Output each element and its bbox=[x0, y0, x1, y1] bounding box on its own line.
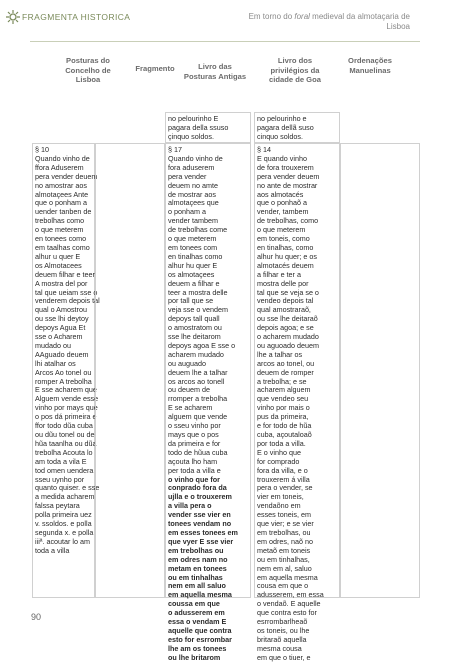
text-line: deuem a filhar e bbox=[168, 278, 220, 288]
text-line: veja sse o vendem bbox=[168, 305, 228, 315]
text-line: o vendaõ. E aquelle bbox=[257, 599, 321, 609]
text-line: lhi atalhar os bbox=[35, 358, 76, 368]
text-line: açouta lho ham bbox=[168, 456, 218, 466]
text-line: Alguem vende esse bbox=[35, 394, 99, 404]
text-line: os toneis, ou lhe bbox=[257, 625, 310, 635]
text-line: vier em toneis, bbox=[257, 492, 304, 502]
text-line: essa o vendam E bbox=[168, 617, 227, 627]
text-line: tal que ueiam sse o bbox=[35, 287, 98, 297]
text-line: alhur u quer E bbox=[35, 251, 81, 261]
text-line: rromper a trebolha bbox=[168, 394, 228, 404]
text-line: de mostrar aos bbox=[168, 189, 216, 199]
text-line: depoys agoa E sse o bbox=[168, 340, 236, 350]
text-line: ou sse lhe deitaraõ bbox=[257, 314, 318, 324]
brand-name: FRAGMENTA HISTORICA bbox=[22, 12, 131, 22]
text-line: uender tanben de bbox=[35, 207, 92, 217]
text-line: cinquo soldos. bbox=[257, 131, 303, 141]
text-line: a villa pera o bbox=[168, 501, 212, 511]
text-line: for comprado bbox=[257, 456, 300, 466]
text-line: aquelle que contra bbox=[168, 625, 232, 635]
text-line: lhe am os tonees bbox=[168, 643, 227, 653]
text-line: E se acharem bbox=[168, 403, 213, 413]
text-line: mostra delle por bbox=[257, 278, 309, 288]
text-line: ou sse lhi deytoy bbox=[35, 314, 89, 324]
text-line: em odres, naõ no bbox=[257, 536, 313, 546]
text-line: depoys Agua Et bbox=[35, 323, 86, 333]
column-headers bbox=[0, 56, 450, 94]
text-line: vender, tambem bbox=[257, 207, 309, 217]
text-line: pera o vender, se bbox=[257, 483, 313, 493]
text-line: de trebolhas come bbox=[168, 225, 228, 235]
text-line: o pos dá primeira e bbox=[35, 412, 97, 422]
text-line: o que meterem bbox=[168, 234, 217, 244]
text-line: en tonees como bbox=[35, 234, 87, 244]
text-line: nem em al, saluo bbox=[257, 563, 312, 573]
text-line: os almotaçees bbox=[168, 269, 215, 279]
text-line: adusserem, em essa bbox=[257, 590, 324, 600]
text-line: Quando vinho de bbox=[35, 153, 90, 163]
text-line: o ponham a bbox=[168, 207, 206, 217]
text-line: no pelourinho E bbox=[168, 114, 219, 123]
text-line: ou em tinhalhas, bbox=[257, 554, 310, 564]
text-line: cousa em que o bbox=[257, 581, 309, 591]
text-line: o que meterem bbox=[257, 225, 306, 235]
text-line: que contra esto for bbox=[257, 608, 317, 618]
text-line: ou deuem de bbox=[168, 385, 210, 395]
column-header-line: cidade de Goa bbox=[269, 75, 321, 84]
text-line: em que o tiuer, e bbox=[257, 652, 311, 662]
text-line: o adusserem em bbox=[168, 608, 225, 618]
cell-fragmento bbox=[95, 143, 165, 598]
text-line: § 14 bbox=[257, 145, 271, 154]
text-line: vinho por mays que bbox=[35, 403, 98, 413]
text-line: o amostratom ou bbox=[168, 323, 222, 333]
text-line: ou auguado bbox=[168, 358, 206, 368]
cell-top-posturas-antigas bbox=[165, 112, 251, 143]
text-line: que vyer E sse vier bbox=[168, 536, 234, 546]
text-line: acharem alguem bbox=[257, 385, 311, 395]
text-line: ou aguoado deuem bbox=[257, 340, 319, 350]
text-line: que vier; e se vier bbox=[257, 519, 314, 529]
text-line: vender tambem bbox=[168, 216, 218, 226]
text-line: fora da villa, e o bbox=[257, 465, 308, 475]
text-line: acharem mudado bbox=[168, 349, 224, 359]
text-line: os arcos ao tonell bbox=[168, 376, 225, 386]
text-line: que vendeo seu bbox=[257, 394, 309, 404]
text-line: qual o Amostrou bbox=[35, 305, 87, 315]
text-line: romper A trebolha bbox=[35, 376, 92, 386]
column-header-ordenacoes bbox=[330, 56, 410, 75]
text-line: trebolhas como bbox=[35, 216, 85, 226]
text-line: o vinho que for bbox=[168, 474, 220, 484]
text-line: quanto quiser. e sse bbox=[35, 483, 100, 493]
text-line: falssa peytara bbox=[35, 501, 80, 511]
text-line: a filhar e ter a bbox=[257, 269, 301, 279]
text-line: mesma cousa bbox=[257, 643, 302, 653]
text-line: deuem lhe a talhar bbox=[168, 367, 228, 377]
text-line: no amostrar aos bbox=[35, 180, 87, 190]
text-line: em aquella mesma bbox=[168, 590, 232, 600]
text-line: depois agoa; e se bbox=[257, 323, 314, 333]
text-line: ujlla e o trouxerem bbox=[168, 492, 232, 502]
text-line: pagara della ssuso bbox=[168, 122, 229, 132]
text-line: coussa em que bbox=[168, 599, 220, 609]
text-line: alhur hu quer E bbox=[168, 260, 218, 270]
text-line: vender sse vier en bbox=[168, 510, 231, 520]
text-line: qual amostraraõ, bbox=[257, 305, 311, 315]
text-line: fora aduserem bbox=[168, 162, 215, 172]
text-line: polla primeira uez bbox=[35, 510, 92, 520]
text-line: almotacés deuem bbox=[257, 260, 314, 270]
text-line: A mostra del por bbox=[35, 278, 88, 288]
text-line: tod omen uendera bbox=[35, 465, 94, 475]
text-line: segunda x. e polla bbox=[35, 527, 94, 537]
text-line: ou lhe britarom bbox=[168, 652, 221, 662]
text-line: E sse acharem que bbox=[35, 385, 97, 395]
cell-ordenacoes bbox=[340, 143, 420, 598]
text-line: çinquo soldos. bbox=[168, 131, 214, 141]
text-line: o sseu vinho por bbox=[168, 421, 221, 431]
text-line: o que meterem bbox=[35, 225, 84, 235]
text-line: cuba, açoutaloaõ bbox=[257, 430, 312, 439]
text-line: esrrombarlheaõ bbox=[257, 617, 308, 627]
column-header-line: Posturas do bbox=[66, 56, 110, 65]
text-line: tonees vendam no bbox=[168, 519, 232, 529]
text-line: e for todo de hũa bbox=[257, 421, 312, 431]
text-line: no pelourinho e bbox=[257, 114, 307, 123]
text-line: tal que se veja se o bbox=[257, 287, 319, 297]
brand-logo-icon bbox=[6, 10, 20, 24]
text-line: deuem de romper bbox=[257, 367, 314, 377]
text-line: aos almotacés bbox=[257, 189, 304, 199]
text-line: almotaçees que bbox=[168, 198, 219, 208]
text-line: que o ponham a bbox=[35, 198, 87, 208]
text-line: nem em all saluo bbox=[168, 581, 226, 591]
cell-top-goa bbox=[254, 112, 340, 143]
text-line: em taalhas como bbox=[35, 242, 90, 252]
text-line: teer a mostra delle bbox=[168, 287, 228, 297]
text-line: pera vender deuem bbox=[35, 171, 98, 181]
text-line: mudado ou bbox=[35, 340, 71, 350]
text-line: almotaçees Ante bbox=[35, 189, 89, 199]
text-line: § 17 bbox=[168, 145, 182, 154]
text-line: arcos ao tonel, ou bbox=[257, 358, 315, 368]
cell-posturas-antigas bbox=[165, 143, 251, 662]
text-line: por toda a villa. bbox=[257, 438, 306, 448]
text-line: sse lhe deitarom bbox=[168, 332, 221, 342]
text-line: pus da primeira, bbox=[257, 412, 309, 422]
text-line: metaõ em toneis bbox=[257, 545, 311, 555]
text-line: esses toneis, em bbox=[257, 510, 311, 520]
text-line: depoys tall quall bbox=[168, 314, 220, 324]
text-line: alhur hu quer; e os bbox=[257, 251, 317, 261]
text-line: conprado fora da bbox=[168, 483, 227, 493]
text-line: em trebolhas, ou bbox=[257, 527, 311, 537]
column-header-lisboa bbox=[48, 56, 128, 85]
text-line: o acharem mudado bbox=[257, 332, 319, 342]
text-line: E o vinho que bbox=[257, 447, 301, 457]
text-line: vendaõno em bbox=[257, 501, 301, 511]
column-header-line: Posturas Antigas bbox=[183, 71, 247, 81]
column-header-goa bbox=[255, 56, 335, 85]
text-line: de trebolhas, como bbox=[257, 216, 319, 226]
text-line: toda a villa bbox=[35, 545, 70, 555]
text-line: esto for esrrombar bbox=[168, 634, 232, 644]
column-header-line: Ordenações bbox=[348, 56, 392, 65]
text-line: a medida acharem bbox=[35, 492, 95, 502]
cell-lisboa bbox=[32, 143, 100, 598]
text-line: britaraõ aquella bbox=[257, 634, 307, 644]
text-line: sseu uynho por bbox=[35, 474, 85, 484]
text-line: pera vender deuem bbox=[257, 171, 320, 181]
text-line: hũa taanlha ou dũa bbox=[35, 438, 97, 448]
text-line: Arcos Ao tonel ou bbox=[35, 367, 92, 377]
text-line: da primeira e for bbox=[168, 438, 221, 448]
text-line: iiiª. acoutar lo am bbox=[35, 536, 90, 546]
column-header-line: Lisboa bbox=[75, 75, 101, 84]
column-header-line: Manuelinas bbox=[349, 65, 391, 75]
text-line: no ante de mostrar bbox=[257, 180, 318, 190]
text-line: pera vender bbox=[168, 171, 207, 181]
text-line: v. ssoldos. e polla bbox=[35, 519, 92, 529]
text-line: vendeo depois tal bbox=[257, 296, 314, 306]
text-line: ffor todo dũa cuba bbox=[35, 421, 93, 431]
text-line: E quando vinho bbox=[257, 153, 307, 163]
text-line: am toda a vila E bbox=[35, 456, 87, 466]
text-line: venderem depois tal bbox=[35, 296, 100, 306]
text-line: metam en tonees bbox=[168, 563, 227, 573]
column-header-posturas-antigas bbox=[165, 62, 265, 81]
text-line: trebolha Acouta lo bbox=[35, 447, 93, 457]
text-line: os Almotacees bbox=[35, 260, 82, 270]
text-line: en tinalhas como bbox=[168, 251, 223, 261]
text-line: ffora Aduserem bbox=[35, 162, 84, 172]
text-line: § 10 bbox=[35, 145, 49, 154]
text-line: em toneis, como bbox=[257, 234, 310, 244]
text-line: ou em tinhalhas bbox=[168, 572, 223, 582]
header-rule bbox=[30, 41, 420, 42]
column-header-line: privilégios da bbox=[270, 65, 320, 75]
text-line: en tinalhas, como bbox=[257, 242, 314, 252]
text-line: mays que o pos bbox=[168, 430, 219, 439]
text-line: a trebolha; e se bbox=[257, 376, 307, 386]
cell-goa bbox=[254, 143, 340, 662]
text-line: em odres nam no bbox=[168, 554, 228, 564]
text-line: per toda a villa e bbox=[168, 465, 221, 475]
text-line: AAguado deuem bbox=[35, 349, 89, 359]
column-header-line: Concelho de bbox=[65, 65, 111, 75]
running-title: Em torno do foral medieval da almotaçaria de Lisboa bbox=[248, 12, 410, 31]
text-line: sse o Acharem bbox=[35, 332, 83, 342]
text-line: trouxerem á villa bbox=[257, 474, 310, 484]
text-line: de fora trouxerem bbox=[257, 162, 314, 172]
text-line: em aquella mesma bbox=[257, 572, 318, 582]
text-line: Quando vinho de bbox=[168, 153, 223, 163]
text-line: todo de hũua cuba bbox=[168, 447, 228, 457]
text-line: em tonees com bbox=[168, 242, 218, 252]
text-line: deuem filhar e teer bbox=[35, 269, 95, 279]
column-header-line: Fragmento bbox=[135, 64, 175, 73]
text-line: por tall que se bbox=[168, 296, 214, 306]
text-line: lhe a talhar os bbox=[257, 349, 303, 359]
text-line: ou dũu tonel ou de bbox=[35, 430, 95, 439]
column-header-line: Livro dos bbox=[277, 56, 313, 65]
text-line: alguem que vende bbox=[168, 412, 228, 422]
column-header-line: Livro das bbox=[198, 62, 232, 71]
page-number: 90 bbox=[31, 612, 42, 622]
page-header bbox=[0, 0, 450, 44]
text-line: deuem no amte bbox=[168, 180, 218, 190]
text-line: em esses tonees em bbox=[168, 527, 238, 537]
text-line: pagara dellã suso bbox=[257, 122, 314, 132]
text-line: que o ponhaõ a bbox=[257, 198, 307, 208]
text-line: vinho por mais o bbox=[257, 403, 310, 413]
text-line: em trebolhas ou bbox=[168, 545, 224, 555]
